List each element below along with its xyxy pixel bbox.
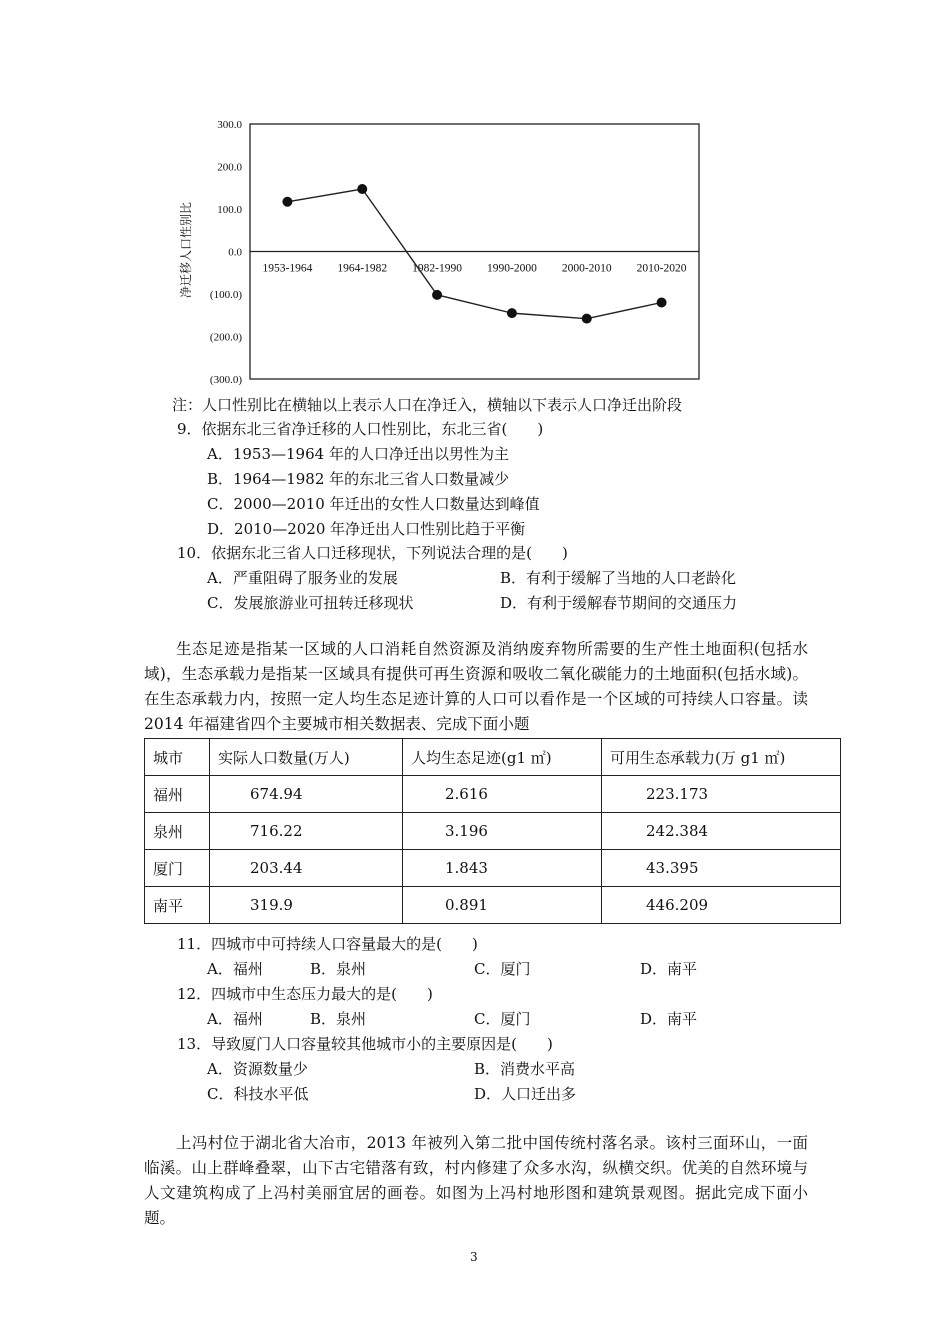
- q12-option-b[interactable]: B．泉州: [310, 1010, 367, 1028]
- q11-option-c[interactable]: C．厦门: [474, 960, 531, 978]
- y-tick-label: 200.0: [217, 161, 242, 174]
- q10-option-d[interactable]: D．有利于缓解春节期间的交通压力: [500, 594, 738, 612]
- data-point: [432, 290, 442, 300]
- y-tick-label: 0.0: [228, 246, 242, 259]
- x-category-label: 2000-2010: [561, 262, 612, 275]
- table-cell: 319.9: [210, 887, 403, 924]
- q11-option-d[interactable]: D．南平: [640, 960, 698, 978]
- table-cell: 242.384: [602, 813, 841, 850]
- table-cell: 3.196: [403, 813, 602, 850]
- table-cell: 446.209: [602, 887, 841, 924]
- q11-option-b[interactable]: B．泉州: [310, 960, 367, 978]
- q10-option-b[interactable]: B．有利于缓解了当地的人口老龄化: [500, 569, 737, 587]
- x-category-label: 1990-2000: [486, 262, 537, 275]
- table-cell: 0.891: [403, 887, 602, 924]
- data-point: [582, 314, 592, 324]
- y-axis-label: 净迁移人口性别比: [179, 201, 193, 299]
- city-data-table: [144, 738, 841, 924]
- data-point: [357, 184, 367, 194]
- table-header-footprint: 人均生态足迹(g1 ㎡): [403, 739, 602, 776]
- table-cell: 福州: [145, 776, 210, 813]
- q11-option-a[interactable]: A．福州: [207, 960, 263, 978]
- table-cell: 223.173: [602, 776, 841, 813]
- x-category-label: 1964-1982: [337, 262, 388, 275]
- table-header-row: [145, 739, 841, 776]
- x-category-label: 1953-1964: [262, 262, 313, 275]
- table-row: [145, 887, 841, 924]
- q13-option-c[interactable]: C．科技水平低: [207, 1085, 309, 1103]
- q9-option-d[interactable]: D．2010—2020 年净迁出人口性别比趋于平衡: [207, 520, 526, 538]
- y-tick-label: 100.0: [217, 204, 242, 216]
- q9-option-a[interactable]: A．1953—1964 年的人口净迁出以男性为主: [207, 445, 509, 463]
- q9-option-c[interactable]: C．2000—2010 年迁出的女性人口数量达到峰值: [207, 495, 540, 513]
- data-point: [657, 298, 667, 308]
- q10-option-c[interactable]: C．发展旅游业可扭转迁移现状: [207, 594, 414, 612]
- passage-eco-footprint: 生态足迹是指某一区域的人口消耗自然资源及消纳废弃物所需要的生产性土地面积(包括水域)，生态承载力是指某一区域具有提供可再生资源和吸收二氧化碳能力的土地面积(包括水域)。在生态承载力内，按照一定人均生态足迹计算的人口可以看作是一个区域的可持续人口容量。读 2014 年福建省四个主要城市相关数据表、完成下面小题: [144, 640, 808, 733]
- chart-note: 注：人口性别比在横轴以上表示人口在净迁入，横轴以下表示人口净迁出阶段: [172, 396, 683, 414]
- q10-option-a[interactable]: A．严重阻碍了服务业的发展: [207, 569, 398, 587]
- data-point: [282, 197, 292, 207]
- q11-stem: 11．四城市中可持续人口容量最大的是( ): [177, 935, 478, 953]
- table-cell: 43.395: [602, 850, 841, 887]
- table-cell: 厦门: [145, 850, 210, 887]
- q12-option-c[interactable]: C．厦门: [474, 1010, 531, 1028]
- sex-ratio-line-chart: [170, 112, 710, 387]
- y-tick-label: (200.0): [209, 331, 242, 344]
- q13-option-d[interactable]: D．人口迁出多: [474, 1085, 577, 1103]
- table-cell: 2.616: [403, 776, 602, 813]
- page-number: 3: [470, 1250, 478, 1264]
- table-header-city: 城市: [145, 739, 210, 776]
- data-point: [507, 308, 517, 318]
- q13-option-a[interactable]: A．资源数量少: [207, 1060, 308, 1078]
- table-row: [145, 813, 841, 850]
- q9-option-b[interactable]: B．1964—1982 年的东北三省人口数量减少: [207, 470, 510, 488]
- passage-shangfeng-village: 上冯村位于湖北省大冶市，2013 年被列入第二批中国传统村落名录。该村三面环山，一面临溪。山上群峰叠翠，山下古宅错落有致，村内修建了众多水沟，纵横交织。优美的自然环境与人文建筑构成了上冯村美丽宜居的画卷。如图为上冯村地形图和建筑景观图。据此完成下面小题。: [144, 1134, 808, 1227]
- y-tick-label: (100.0): [209, 289, 242, 301]
- y-tick-label: (300.0): [209, 374, 242, 386]
- series-line: [287, 189, 661, 319]
- table-cell: 泉州: [145, 813, 210, 850]
- table-header-population: 实际人口数量(万人): [210, 739, 403, 776]
- y-tick-label: 300.0: [217, 119, 242, 131]
- table-cell: 716.22: [210, 813, 403, 850]
- table-header-capacity: 可用生态承载力(万 g1 ㎡): [602, 739, 841, 776]
- x-category-label: 1982-1990: [412, 262, 463, 275]
- table-cell: 南平: [145, 887, 210, 924]
- table-cell: 1.843: [403, 850, 602, 887]
- q12-option-d[interactable]: D．南平: [640, 1010, 698, 1028]
- q12-option-a[interactable]: A．福州: [207, 1010, 263, 1028]
- x-category-label: 2010-2020: [636, 262, 687, 275]
- table-cell: 203.44: [210, 850, 403, 887]
- q13-stem: 13．导致厦门人口容量较其他城市小的主要原因是( ): [177, 1035, 553, 1053]
- q9-stem: 9．依据东北三省净迁移的人口性别比，东北三省( ): [177, 420, 544, 438]
- table-cell: 674.94: [210, 776, 403, 813]
- q13-option-b[interactable]: B．消费水平高: [474, 1060, 576, 1078]
- table-row: [145, 776, 841, 813]
- q12-stem: 12．四城市中生态压力最大的是( ): [177, 985, 433, 1003]
- table-row: [145, 850, 841, 887]
- q10-stem: 10．依据东北三省人口迁移现状，下列说法合理的是( ): [177, 544, 568, 562]
